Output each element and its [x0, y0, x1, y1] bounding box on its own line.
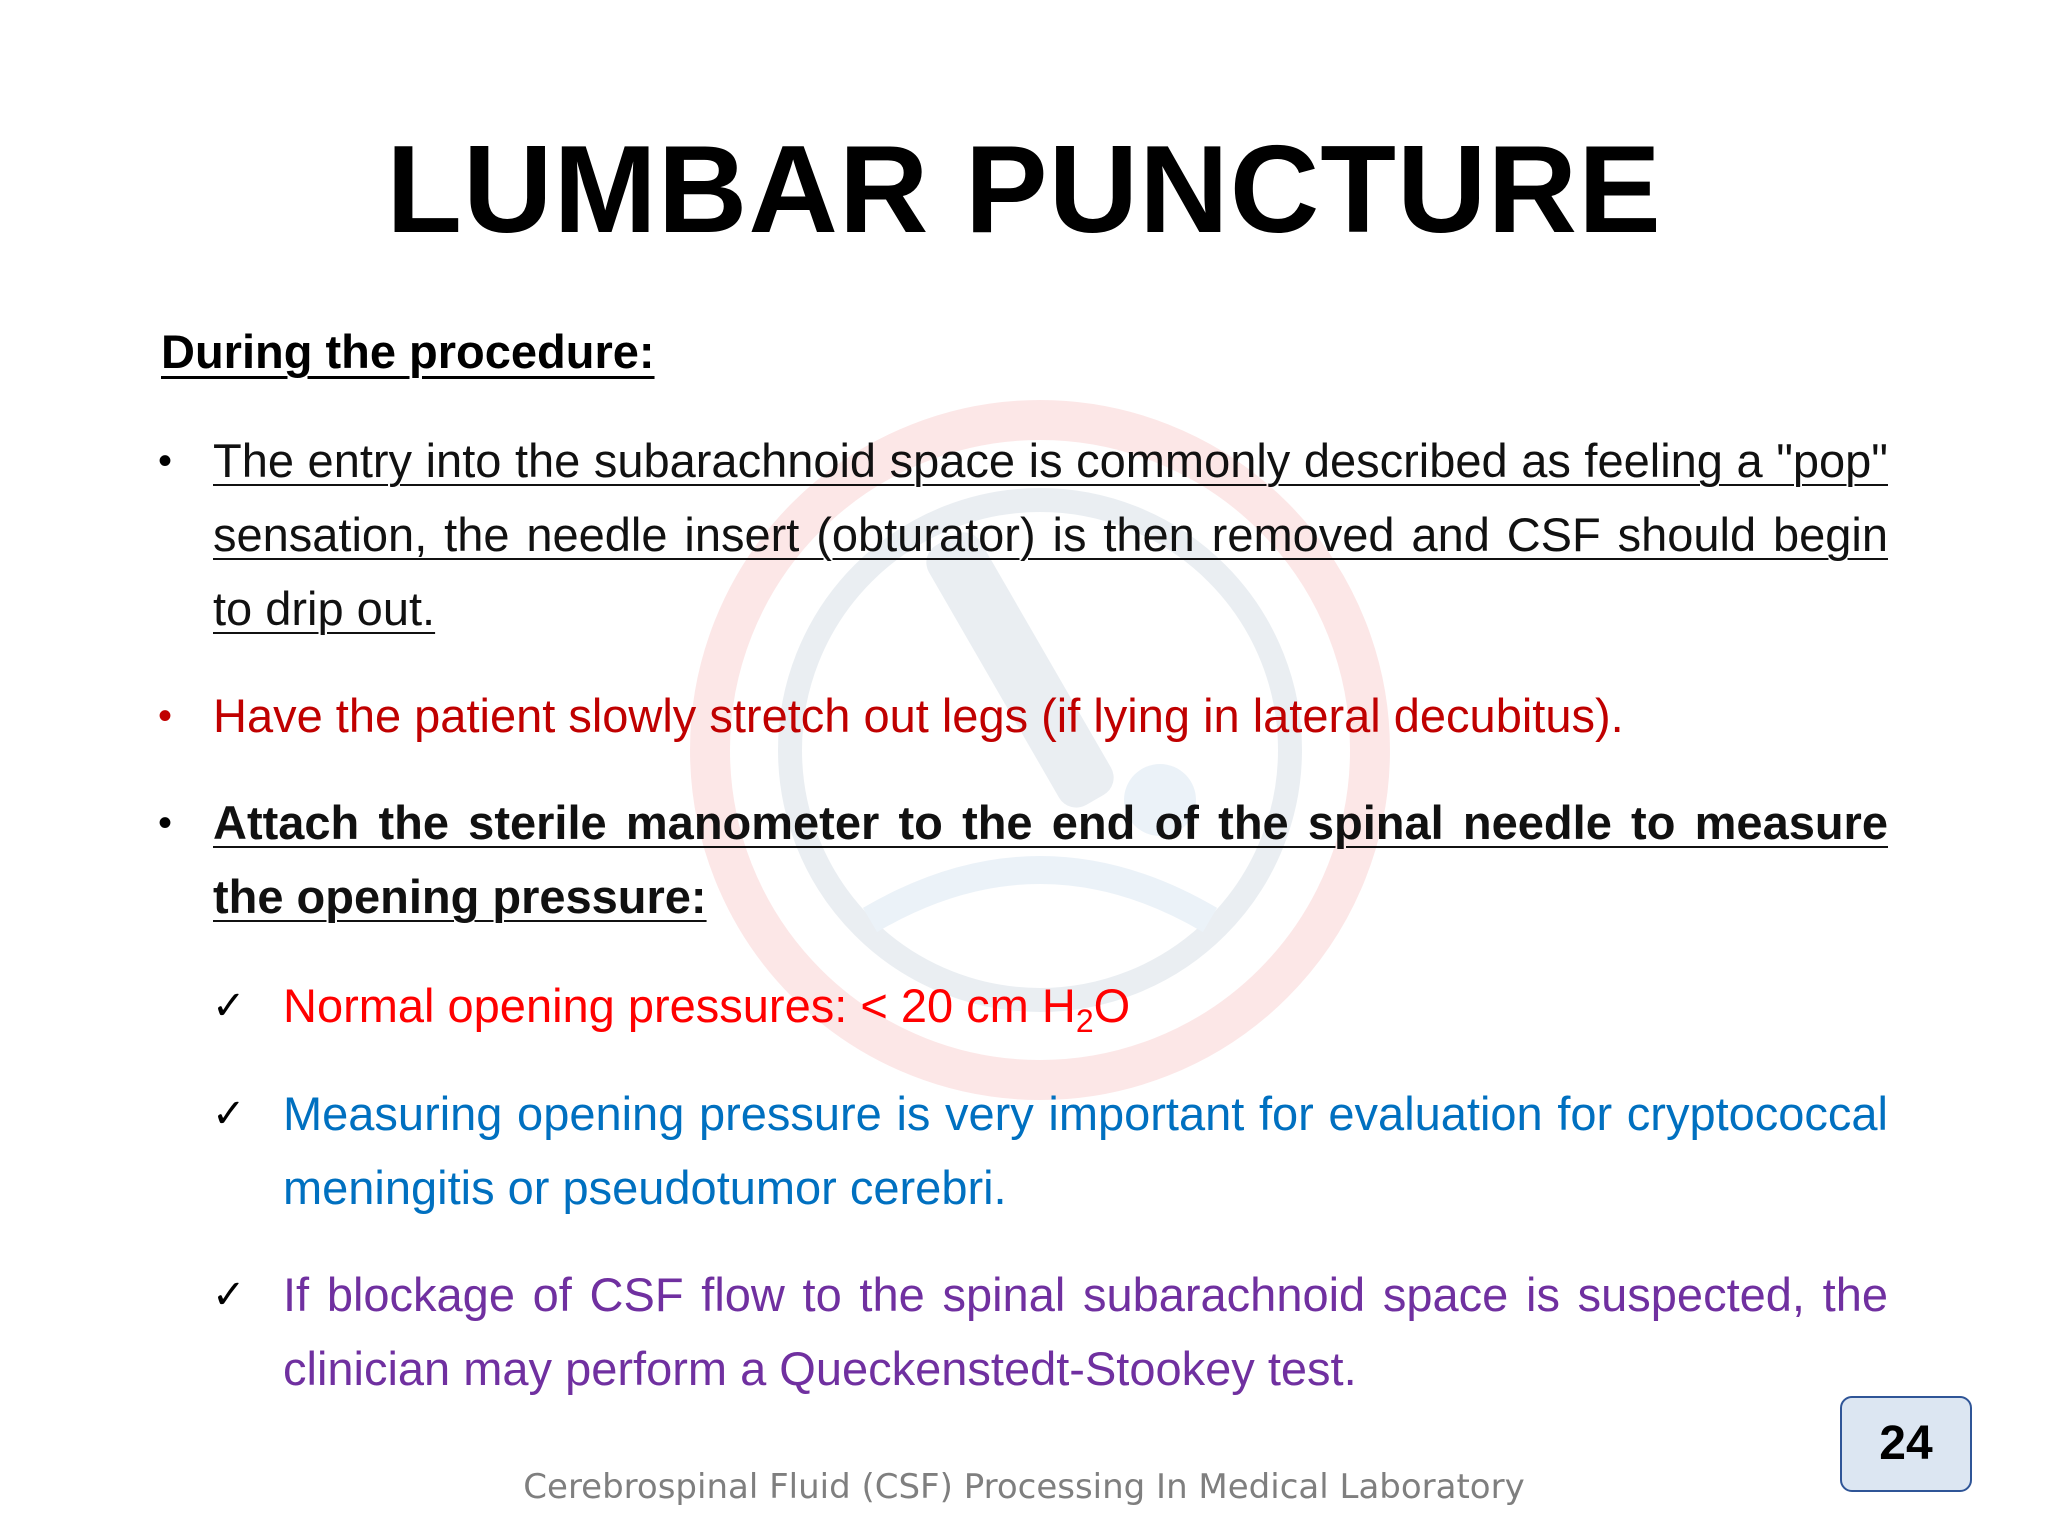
bullet-text: The entry into the subarachnoid space is commonly described as feeling a "pop" sensation, the needle insert (obturator) is then removed and CSF should begin to drip out. — [213, 434, 1888, 635]
slide-title: LUMBAR PUNCTURE — [386, 121, 1662, 259]
slide-footer: Cerebrospinal Fluid (CSF) Processing In Medical Laboratory — [523, 1467, 1525, 1507]
subscript: 2 — [1075, 1003, 1094, 1039]
bullet-marker: • — [158, 694, 173, 738]
bullet-text: Have the patient slowly stretch out legs (if lying in lateral decubitus). — [213, 689, 1624, 742]
bullet-text: Attach the sterile manometer to the end of the spinal needle to measure the opening pressure: — [213, 796, 1888, 923]
page-number-badge: 24 — [1840, 1396, 1972, 1492]
check-text: Measuring opening pressure is very important for evaluation for cryptococcal meningitis or pseudotumor cerebri. — [283, 1087, 1888, 1214]
section-heading: During the procedure: — [161, 325, 655, 378]
check-text: Normal opening pressures: < 20 cm $H_2O$ — [283, 979, 1131, 1039]
checkmark-icon: ✓ — [212, 983, 246, 1029]
check-text: If blockage of CSF flow to the spinal subarachnoid space is suspected, the clinician may perform a Queckenstedt-Stookey test. — [283, 1268, 1888, 1395]
bullet-marker: • — [158, 801, 173, 845]
checkmark-icon: ✓ — [212, 1272, 246, 1318]
bullet-marker: • — [158, 439, 173, 483]
checkmark-icon: ✓ — [212, 1091, 246, 1137]
